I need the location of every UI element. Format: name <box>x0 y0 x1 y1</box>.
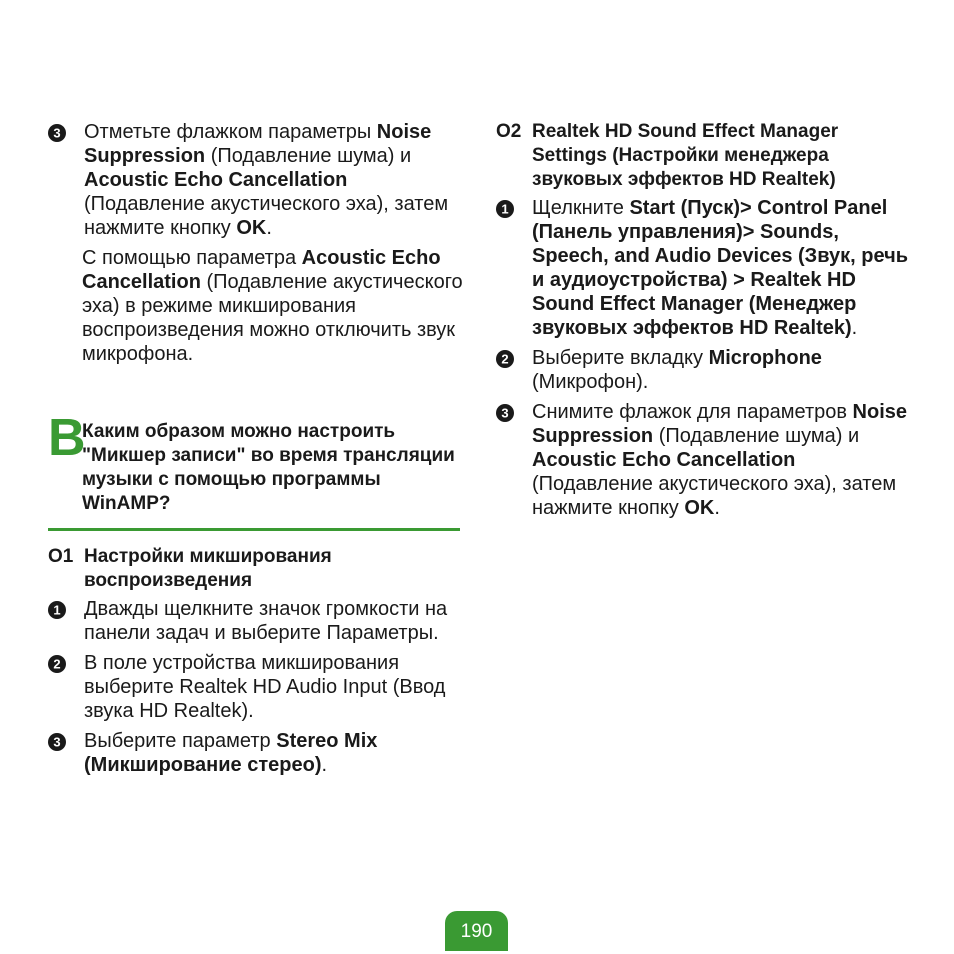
question-block <box>48 409 468 516</box>
question-text: Каким образом можно настроить "Микшер записи" во время трансляции музыки с помощью программы WinAMP? <box>82 421 455 514</box>
svg-text:2: 2 <box>501 351 509 367</box>
step-3-stereo-mix: 3 Выберите параметр Stereo Mix (Микширование стерео). <box>48 729 468 777</box>
step-text: Отметьте флажком параметры Noise Suppression (Подавление шума) и Acoustic Echo Cancellation (Подавление акустического эха), затем нажмите кнопку OK. <box>84 121 449 239</box>
step-3-checkboxes <box>48 120 468 240</box>
divider <box>48 528 460 531</box>
svg-text:3: 3 <box>501 405 509 421</box>
step-number-3-icon <box>496 404 518 422</box>
section-heading-o1: O1 Настройки микширования воспроизведения <box>48 546 332 591</box>
step-1-control-panel: 1 Щелкните Start (Пуск)> Control Panel (Панель управления)> Sounds, Speech, and Audio Devices (Звук, речь и аудиоустройства) > Realtek HD Sound Effect Manager (Менеджер звуковых эффектов HD Realtek). <box>496 196 916 340</box>
right-column <box>496 120 916 526</box>
svg-text:3: 3 <box>53 734 61 750</box>
step-number-2-icon <box>496 350 518 368</box>
step-number-3-icon <box>48 124 70 142</box>
step-2-microphone-tab: 2 Выберите вкладку Microphone (Микрофон). <box>496 346 916 394</box>
step-number-2-icon <box>48 655 70 673</box>
step-2-device: 2 В поле устройства микширования выберите Realtek HD Audio Input (Ввод звука HD Realtek). <box>48 651 468 723</box>
svg-text:1: 1 <box>53 602 61 618</box>
left-column <box>48 120 468 783</box>
question-letter: B <box>48 409 86 467</box>
step-number-1-icon <box>496 200 518 218</box>
step-number-1-icon <box>48 601 70 619</box>
page-number: 190 <box>445 911 508 951</box>
section-heading-o2: O2 Realtek HD Sound Effect Manager Settings (Настройки менеджера звуковых эффектов HD Realtek) <box>496 121 839 190</box>
svg-text:2: 2 <box>53 656 61 672</box>
step-1-volume: 1 Дважды щелкните значок громкости на панели задач и выберите Параметры. <box>48 597 468 645</box>
note-paragraph: С помощью параметра Acoustic Echo Cancellation (Подавление акустического эха) в режиме микширования воспроизведения можно отключить звук микрофона. <box>82 247 463 365</box>
svg-text:1: 1 <box>501 201 509 217</box>
step-number-3-icon <box>48 733 70 751</box>
step-3-uncheck: 3 Снимите флажок для параметров Noise Suppression (Подавление шума) и Acoustic Echo Cancellation (Подавление акустического эха), затем нажмите кнопку OK. <box>496 400 916 520</box>
svg-text:3: 3 <box>53 125 61 141</box>
